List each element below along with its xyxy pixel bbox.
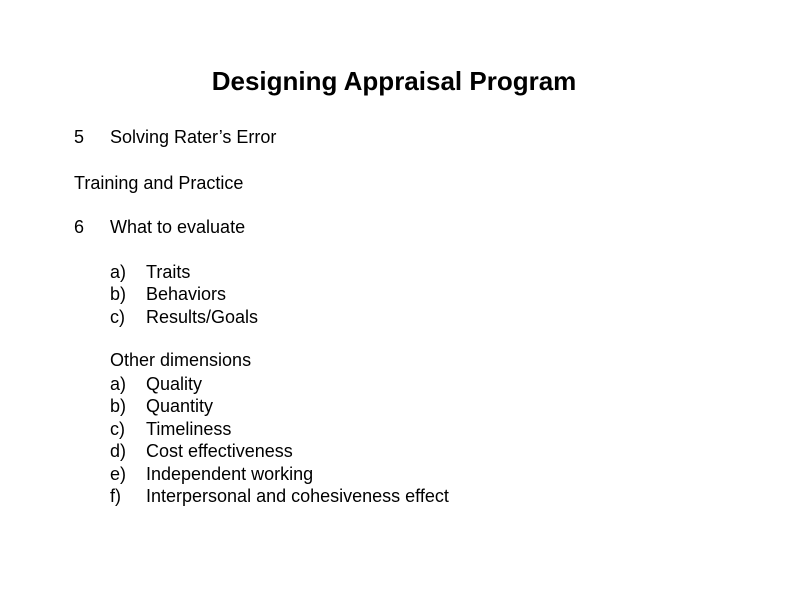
list-item-text: Traits	[146, 262, 191, 282]
list-marker: e)	[110, 463, 127, 484]
list-marker: a)	[110, 374, 127, 394]
list-marker: f)	[110, 486, 121, 507]
list-item-text: Independent working	[146, 463, 314, 484]
list-marker: c)	[110, 418, 125, 439]
list-marker: a)	[110, 262, 127, 282]
list-marker: b)	[110, 396, 127, 417]
list-item	[110, 463, 449, 485]
list-item-text: Behaviors	[146, 284, 227, 305]
slide-title: Designing Appraisal Program	[211, 66, 577, 96]
other-dimensions-list	[110, 373, 449, 507]
list-item-text: Interpersonal and cohesiveness effect	[146, 486, 449, 507]
other-dimensions-title: Other dimensions	[110, 350, 252, 370]
training-line: Training and Practice	[74, 173, 244, 193]
list-item-text: Results/Goals	[146, 306, 259, 327]
list-item-text: Quality	[146, 374, 203, 394]
section-6-number: 6	[74, 217, 85, 237]
list-item-text: Cost effectiveness	[146, 441, 293, 462]
list-item	[110, 440, 449, 462]
list-item	[110, 485, 449, 507]
list-marker: c)	[110, 306, 125, 327]
section-5-heading: Solving Rater’s Error	[110, 127, 277, 147]
list-item	[110, 306, 258, 328]
list-item	[110, 395, 449, 417]
list-item-text: Timeliness	[146, 418, 232, 439]
evaluate-list	[110, 261, 258, 328]
list-marker: d)	[110, 441, 127, 462]
list-item	[110, 373, 449, 395]
list-item	[110, 418, 449, 440]
list-item-text: Quantity	[146, 396, 214, 417]
list-item	[110, 283, 258, 305]
section-5-number: 5	[74, 127, 85, 147]
section-6-heading: What to evaluate	[110, 217, 246, 237]
list-marker: b)	[110, 284, 127, 305]
list-item	[110, 261, 258, 283]
